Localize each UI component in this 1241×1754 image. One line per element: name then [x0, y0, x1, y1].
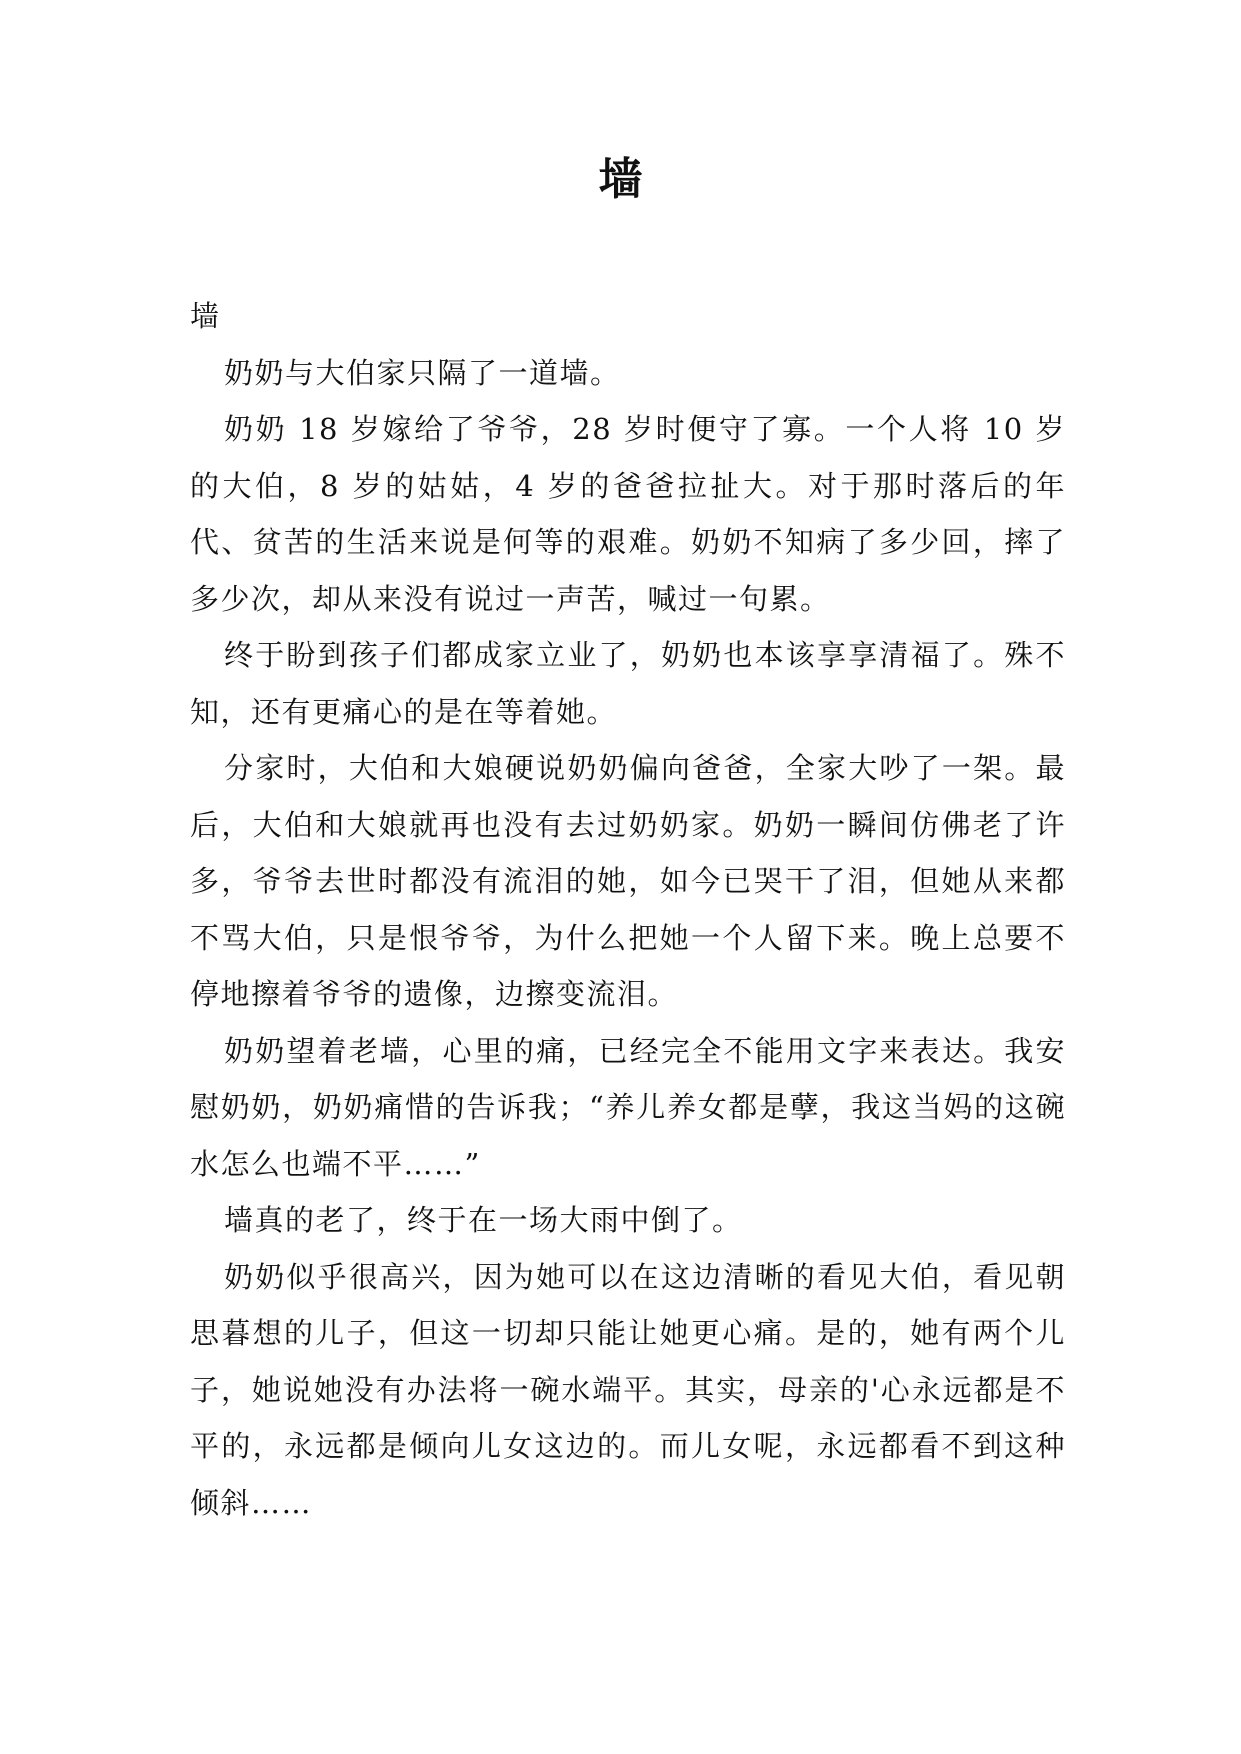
- paragraph-3: 终于盼到孩子们都成家立业了，奶奶也本该享享清福了。殊不知，还有更痛心的是在等着她。: [190, 638, 1066, 729]
- document-subtitle: 墙: [190, 299, 221, 333]
- paragraph-2: 奶奶 18 岁嫁给了爷爷，28 岁时便守了寡。一个人将 10 岁的大伯，8 岁的姑姑，4 岁的爸爸拉扯大。对于那时落后的年代、贫苦的生活来说是何等的艰难。奶奶不知病了多少回，摔了多少次，却从来没有说过一声苦，喊过一句累。: [190, 412, 1066, 616]
- paragraph-1: 奶奶与大伯家只隔了一道墙。: [224, 355, 621, 390]
- document-title: 墙: [598, 154, 643, 205]
- paragraph-7: 奶奶似乎很高兴，因为她可以在这边清晰的看见大伯，看见朝思暮想的儿子，但这一切却只能让她更心痛。是的，她有两个儿子，她说她没有办法将一碗水端平。其实，母亲的'心永远都是不平的，永远都是倾向儿女这边的。而儿女呢，永远都看不到这种倾斜……: [190, 1259, 1066, 1520]
- paragraph-5: 奶奶望着老墙，心里的痛，已经完全不能用文字来表达。我安慰奶奶，奶奶痛惜的告诉我；“养儿养女都是孽，我这当妈的这碗水怎么也端不平……”: [190, 1033, 1066, 1181]
- paragraph-6: 墙真的老了，终于在一场大雨中倒了。: [224, 1203, 743, 1237]
- document-body: [190, 288, 1066, 1531]
- paragraph-4: 分家时，大伯和大娘硬说奶奶偏向爸爸，全家大吵了一架。最后，大伯和大娘就再也没有去过奶奶家。奶奶一瞬间仿佛老了许多，爷爷去世时都没有流泪的她，如今已哭干了泪，但她从来都不骂大伯，只是恨爷爷，为什么把她一个人留下来。晚上总要不停地擦着爷爷的遗像，边擦变流泪。: [190, 751, 1066, 1011]
